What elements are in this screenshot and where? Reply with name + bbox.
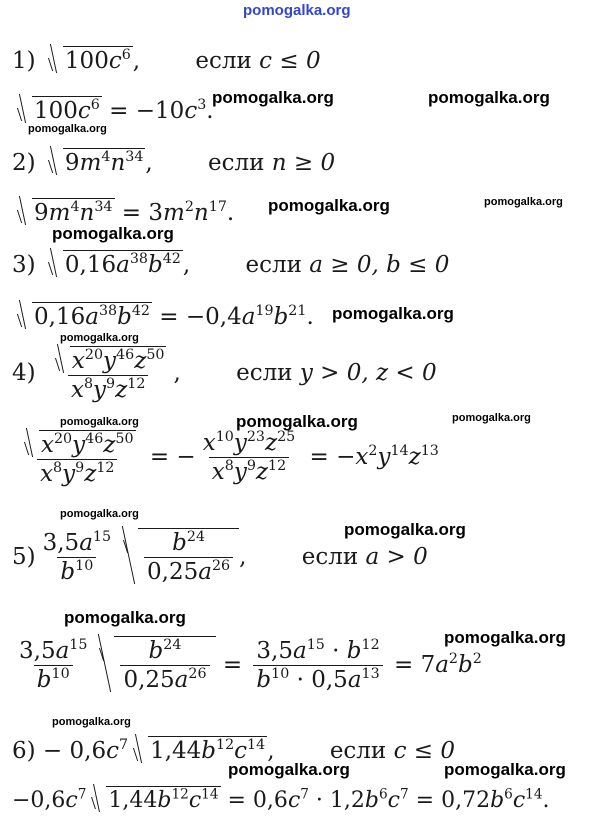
watermark: pomogalka.org — [332, 304, 454, 323]
condition-word: если — [195, 48, 252, 74]
problem-6-label: 6) — [12, 738, 36, 764]
watermark: pomogalka.org — [60, 508, 139, 520]
watermark: pomogalka.org — [64, 608, 186, 627]
problem-5-statement: 5) $\frac{3,5a^{15}}{b^{10}}$ $\frac{b^{24}}{0,25a^{26}}$ , если a > 0 — [12, 528, 428, 584]
watermark: pomogalka.org — [444, 760, 566, 779]
problem-5-solution: $\frac{3,5a^{15}}{b^{10}}$ $\frac{b^{24}}{0,25a^{26}}$ = $\frac{3,5a^{15} \cdot b^{12}}{b^{10} \cdot 0,5a^{13}}$ = $7a^2b^2$ — [12, 636, 482, 692]
watermark: pomogalka.org — [444, 628, 566, 647]
problem-2-solution: $9m^4n^{34} = 3m^2n^{17}$. — [12, 198, 234, 225]
watermark: pomogalka.org — [484, 196, 563, 208]
condition-expr: c ≤ 0 — [259, 48, 321, 74]
watermark: pomogalka.org — [236, 412, 358, 431]
watermark: pomogalka.org — [60, 416, 139, 428]
problem-1-statement: 1) $100c^6$, если c ≤ 0 — [12, 46, 321, 73]
watermark: pomogalka.org — [268, 196, 390, 215]
condition-word: если — [208, 150, 265, 176]
watermark: pomogalka.org — [228, 760, 350, 779]
watermark: pomogalka.org — [28, 123, 107, 135]
watermark: pomogalka.org — [212, 88, 334, 107]
problem-2-statement: 2) $9m^4n^{34}$, если n ≥ 0 — [12, 148, 335, 175]
watermark: pomogalka.org — [52, 716, 131, 728]
radical: $100c^6$ — [43, 46, 133, 73]
problem-4-label: 4) — [12, 360, 36, 386]
condition-expr: a > 0 — [365, 544, 428, 570]
problem-4-solution: $\frac{x^{20}y^{46}z^{50}}{x^8y^9z^{12}}$ = − $\frac{x^{10}y^{23}z^{25}}{x^8y^9z^{12}}$ = $-x^2y^{14}z^{13}$ — [12, 430, 439, 486]
problem-3-solution: $0,16a^{38}b^{42} = -0,4a^{19}b^{21}$. — [12, 302, 314, 329]
watermark: pomogalka.org — [452, 412, 531, 424]
problem-3-statement: 3) $0,16a^{38}b^{42}$, если a ≥ 0, b ≤ 0 — [12, 250, 449, 277]
condition-word: если — [236, 360, 293, 386]
watermark: pomogalka.org — [428, 88, 550, 107]
condition-word: если — [301, 544, 359, 570]
condition-expr: a ≥ 0, b ≤ 0 — [309, 252, 450, 278]
condition-expr: n ≥ 0 — [271, 150, 336, 176]
problem-5-label: 5) — [12, 544, 36, 570]
problem-4-statement: 4) $\frac{x^{20}y^{46}z^{50}}{x^8y^9z^{12}}$ , если y > 0, z < 0 — [12, 346, 437, 402]
problem-6-statement: $6) - 0,6c^7$ $1,44b^{12}c^{14}$, если c ≤ 0 — [12, 736, 455, 763]
problem-1-solution: $100c^6 = -10c^3$. — [12, 96, 214, 123]
problem-6-solution: $-0,6c^7$ $1,44b^{12}c^{14} = 0,6c^7 \cdot 1,2b^6c^7 = 0,72b^6c^{14}$. — [12, 786, 550, 812]
watermark: pomogalka.org — [52, 224, 174, 243]
condition-expr: c ≤ 0 — [393, 738, 455, 764]
problem-3-label: 3) — [12, 252, 36, 278]
condition-word: если — [329, 738, 387, 764]
condition-expr: y > 0, z < 0 — [299, 360, 437, 386]
condition-word: если — [245, 252, 302, 278]
watermark: pomogalka.org — [344, 520, 466, 539]
watermark: pomogalka.org — [60, 332, 139, 344]
problem-1-label: 1) — [12, 48, 36, 74]
problem-2-label: 2) — [12, 150, 36, 176]
watermark-top: pomogalka.org — [243, 2, 351, 19]
